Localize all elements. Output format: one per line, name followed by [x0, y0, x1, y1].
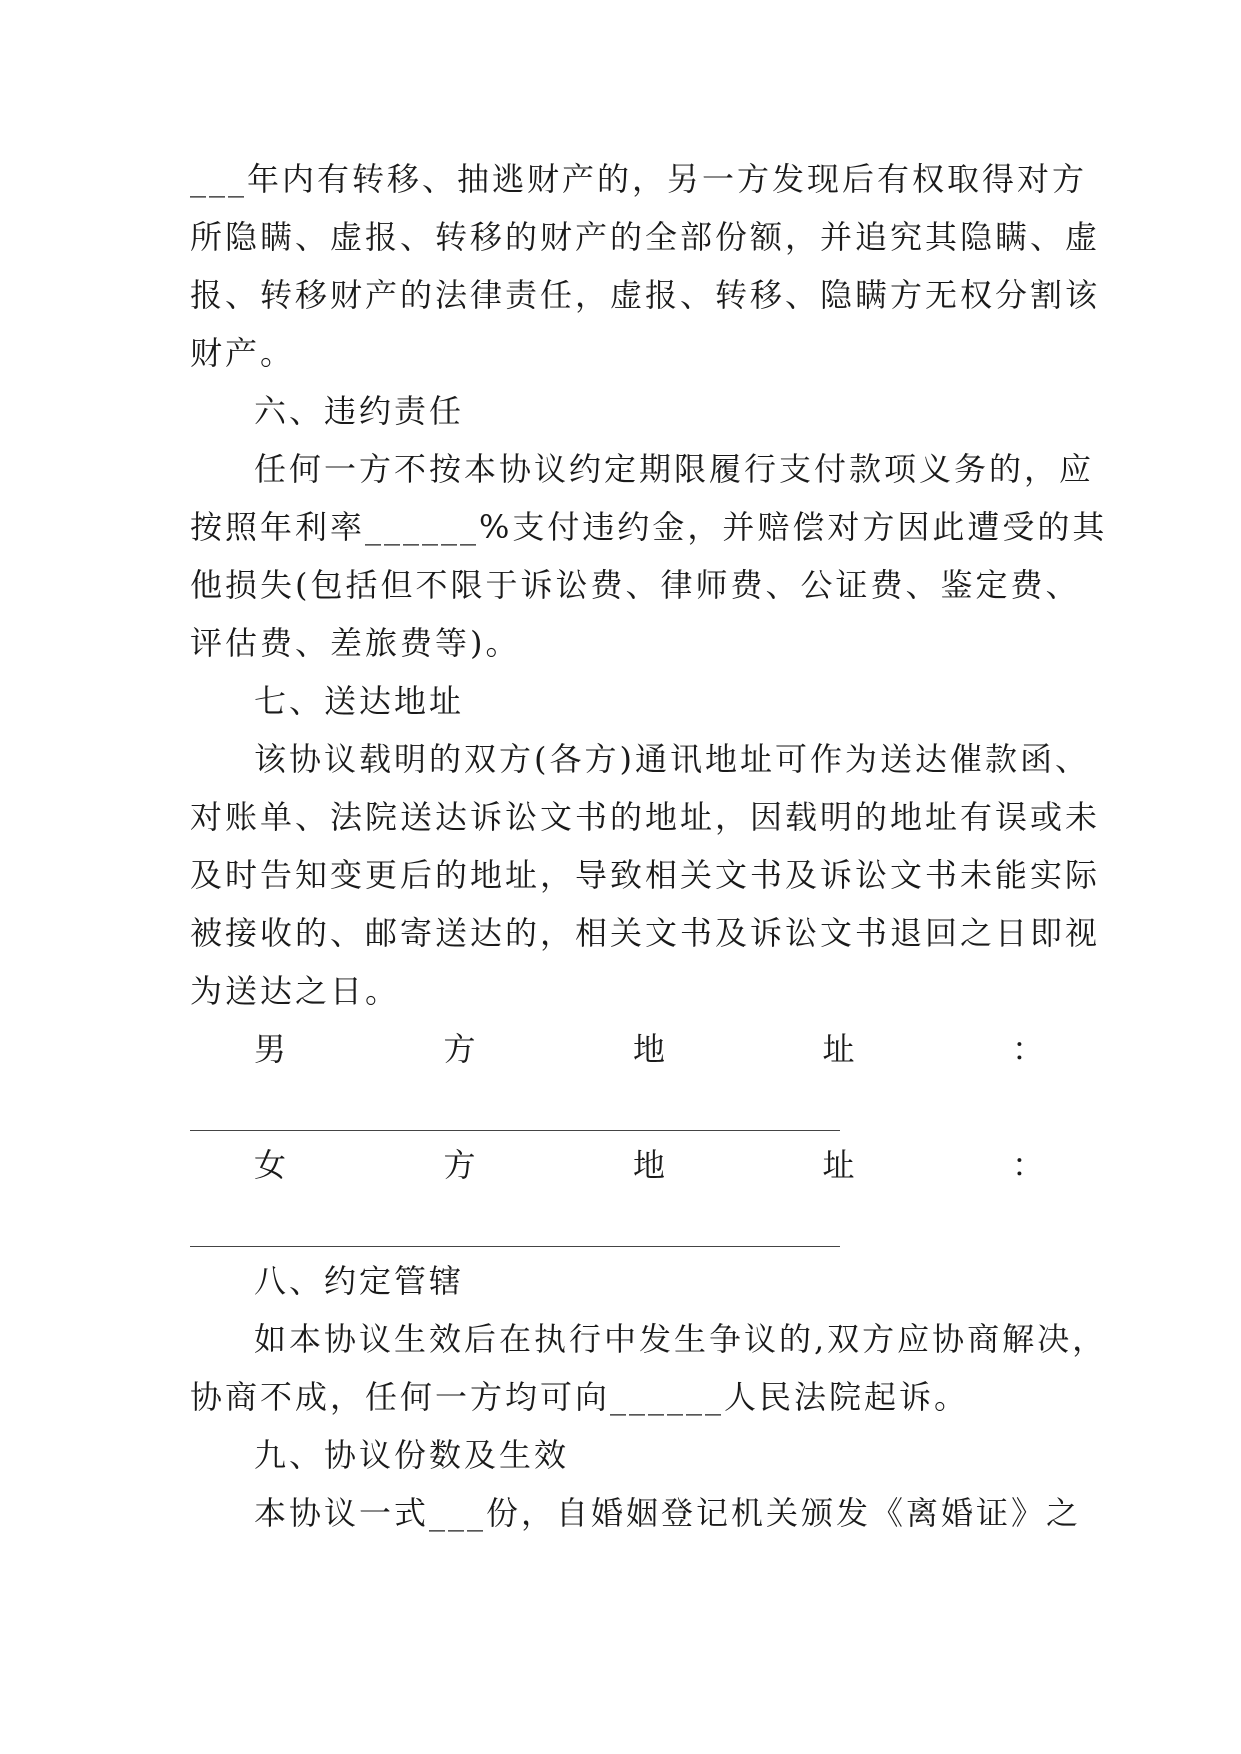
text-line: 对账单、法院送达诉讼文书的地址，因载明的地址有误或未 [190, 798, 1101, 836]
text-line: 任何一方不按本协议约定期限履行支付款项义务的，应 [254, 450, 1095, 488]
text-line: 按照年利率______%支付违约金，并赔偿对方因此遭受的其 [190, 508, 1108, 546]
section-heading-copies-effect: 九、协议份数及生效 [254, 1436, 570, 1474]
addr-char: 地 [632, 1146, 665, 1184]
text-line: 如本协议生效后在执行中发生争议的,双方应协商解决， [254, 1320, 1108, 1358]
text-line: 报、转移财产的法律责任，虚报、转移、隐瞒方无权分割该 [190, 276, 1101, 314]
text-line: 他损失(包括但不限于诉讼费、律师费、公证费、鉴定费、 [190, 566, 1081, 604]
male-address-blank [190, 1078, 1060, 1136]
blank-underline [190, 1130, 840, 1131]
addr-char: 方 [443, 1030, 476, 1068]
addr-char: 址 [822, 1146, 855, 1184]
female-address-label [190, 1136, 1060, 1194]
text-line: 财产。 [190, 334, 296, 372]
addr-char: ： [1011, 1030, 1044, 1068]
text-line: 该协议载明的双方(各方)通讯地址可作为送达催款函、 [254, 740, 1090, 778]
text-line: 所隐瞒、虚报、转移的财产的全部份额，并追究其隐瞒、虚 [190, 218, 1101, 256]
addr-char: 地 [632, 1030, 665, 1068]
section-heading-service-address: 七、送达地址 [254, 682, 465, 720]
addr-char: 方 [443, 1146, 476, 1184]
section-heading-breach: 六、违约责任 [254, 392, 465, 430]
text-line: ___年内有转移、抽逃财产的，另一方发现后有权取得对方 [190, 160, 1088, 198]
text-line: 及时告知变更后的地址，导致相关文书及诉讼文书未能实际 [190, 856, 1101, 894]
text-line: 评估费、差旅费等)。 [190, 624, 521, 662]
male-address-label [190, 1020, 1060, 1078]
addr-char: ： [1011, 1146, 1044, 1184]
text-line: 本协议一式___份，自婚姻登记机关颁发《离婚证》之 [254, 1494, 1082, 1532]
section-heading-jurisdiction: 八、约定管辖 [254, 1262, 465, 1300]
text-line: 为送达之日。 [190, 972, 401, 1010]
addr-char: 男 [254, 1030, 287, 1068]
blank-underline [190, 1246, 840, 1247]
text-line: 协商不成，任何一方均可向______人民法院起诉。 [190, 1378, 970, 1416]
addr-char: 女 [254, 1146, 287, 1184]
addr-char: 址 [822, 1030, 855, 1068]
document-page [190, 150, 1108, 1542]
female-address-blank [190, 1194, 1060, 1252]
text-line: 被接收的、邮寄送达的，相关文书及诉讼文书退回之日即视 [190, 914, 1101, 952]
